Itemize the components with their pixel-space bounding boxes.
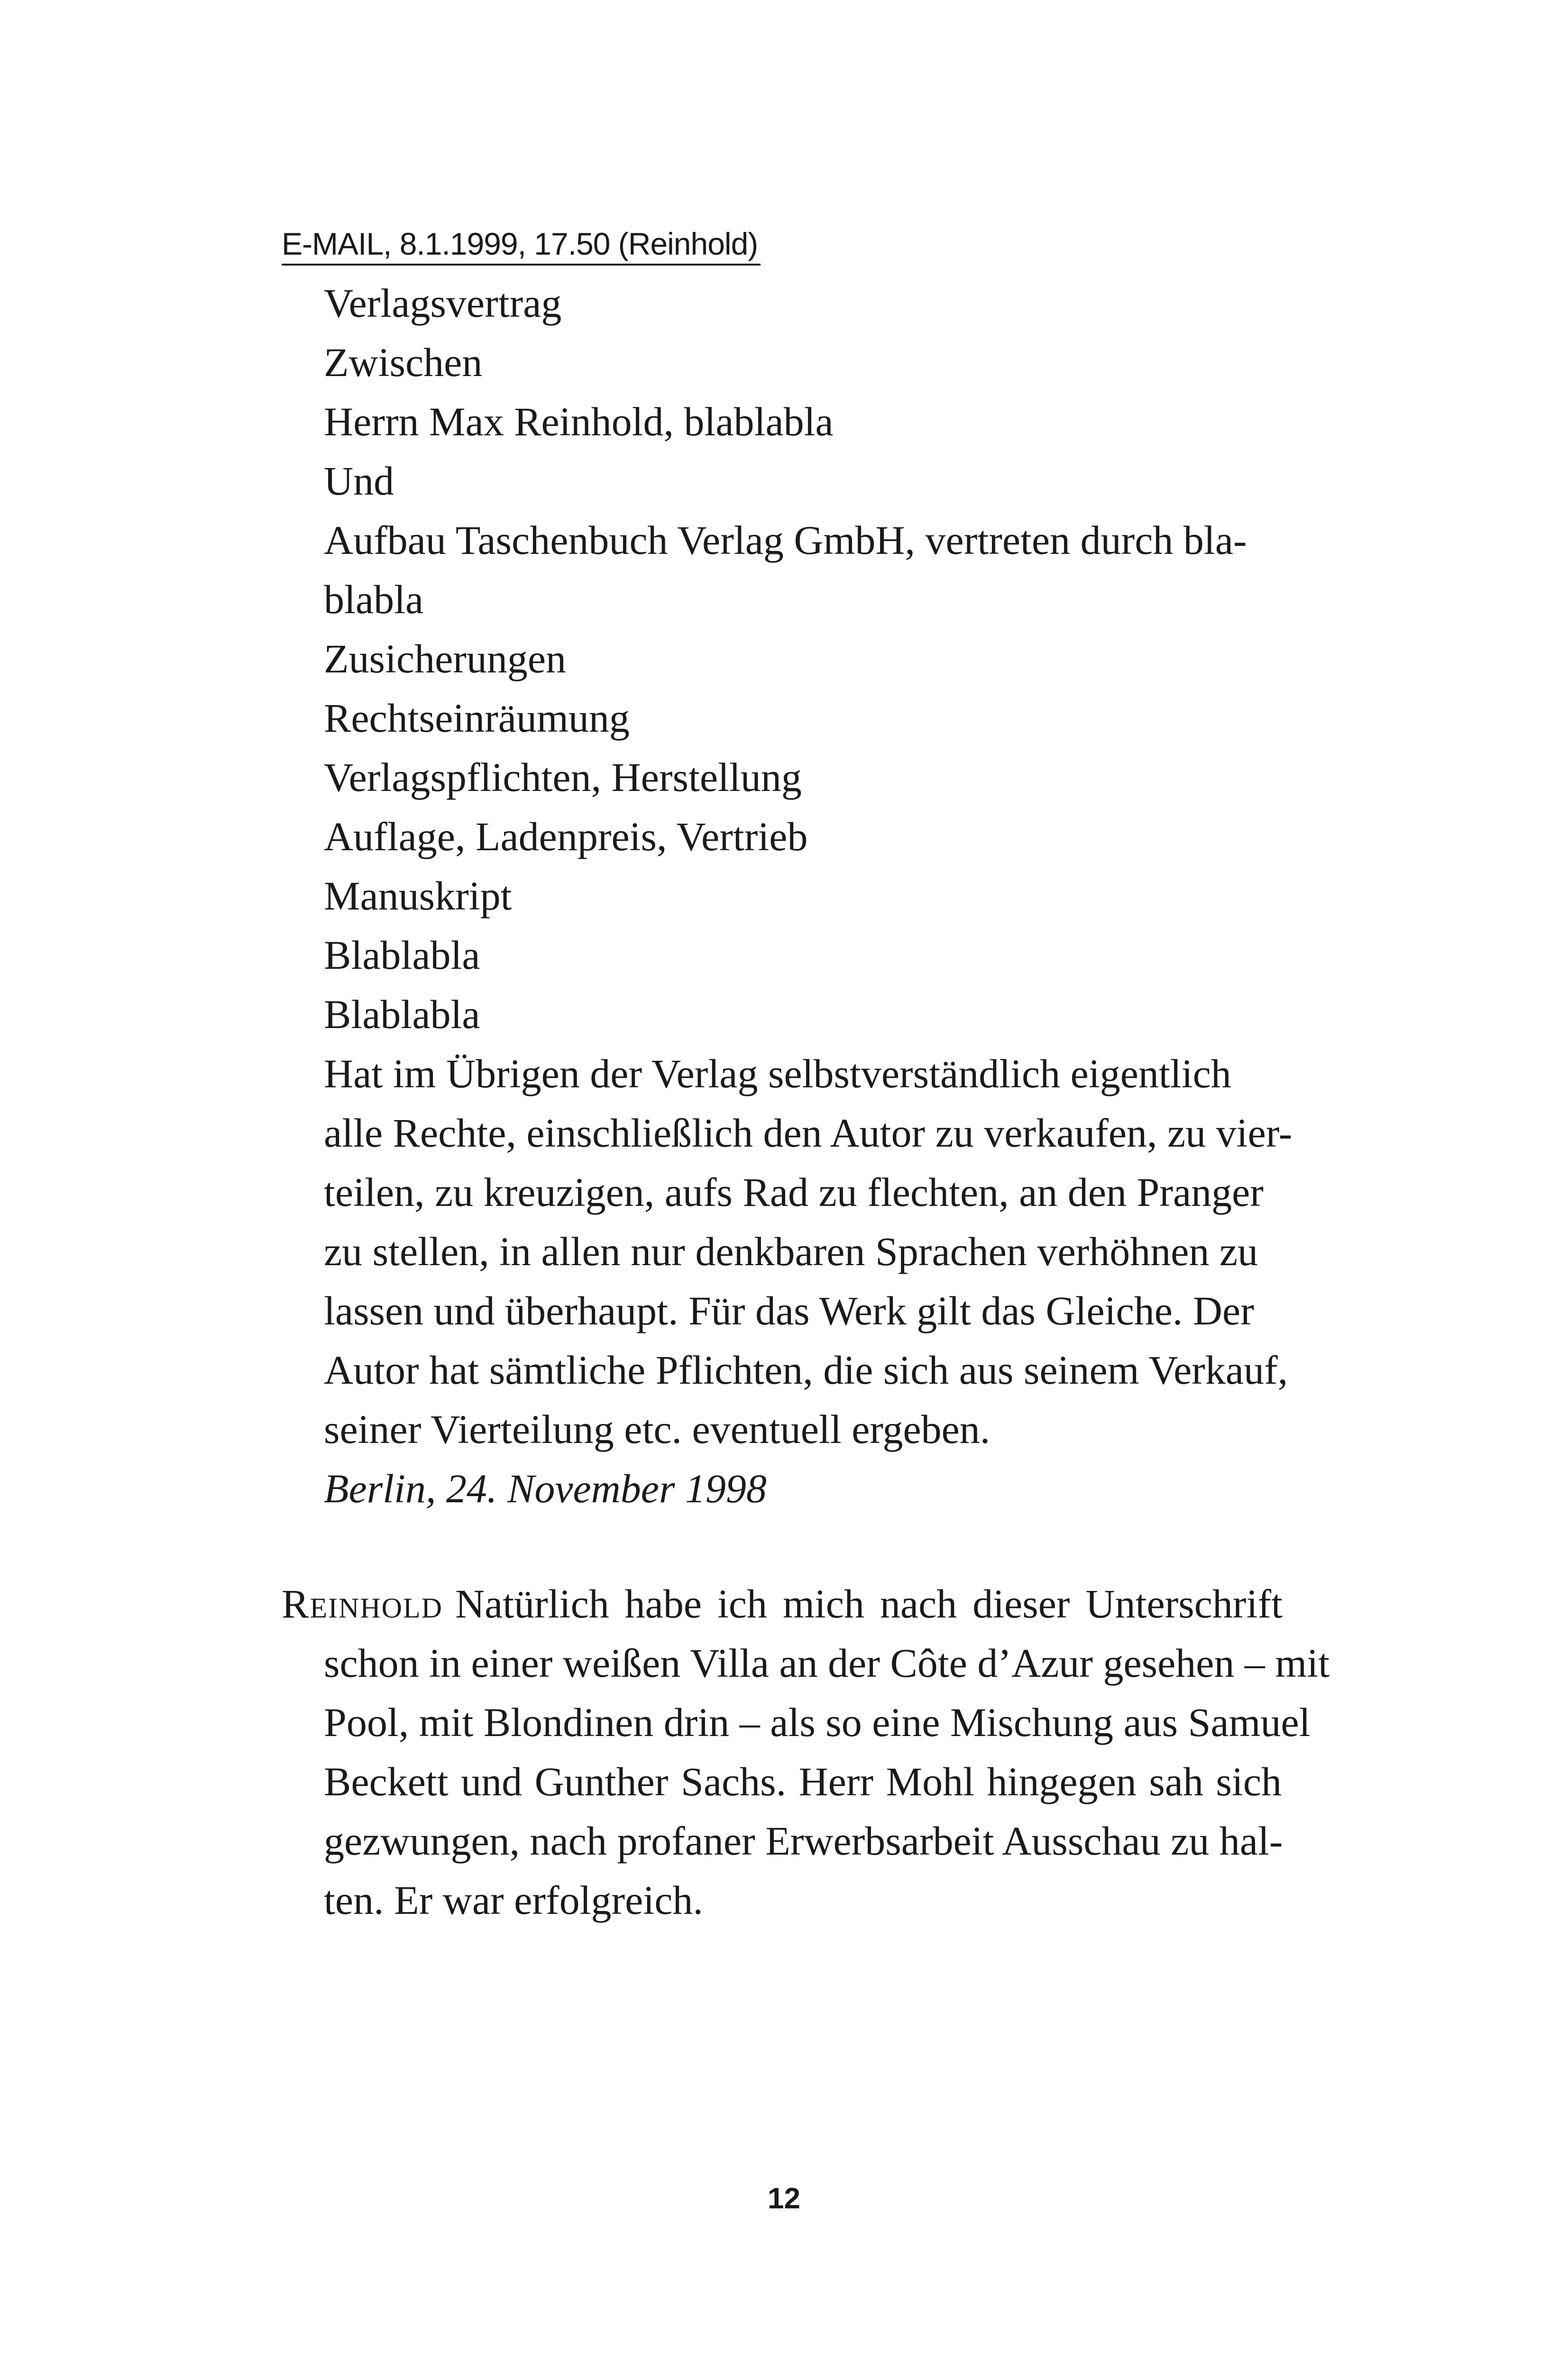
contract-line: Autor hat sämtliche Pflichten, die sich aus seinem Verkauf, bbox=[324, 1347, 1288, 1393]
dialogue-line: gezwungen, nach profaner Erwerbsarbeit Ausschau zu hal- bbox=[324, 1818, 1283, 1864]
dialogue-line: ten. Er war erfolgreich. bbox=[324, 1877, 703, 1923]
contract-line: alle Rechte, einschließlich den Autor zu verkaufen, zu vier- bbox=[324, 1110, 1293, 1156]
dialogue-line: Pool, mit Blondinen drin – als so eine Mischung aus Samuel bbox=[324, 1700, 1311, 1745]
dialogue-first-line-inner bbox=[282, 1574, 1283, 1634]
contract-line: blabla bbox=[324, 577, 424, 622]
contract-line: zu stellen, in allen nur denkbaren Sprachen verhöhnen zu bbox=[324, 1229, 1258, 1274]
contract-line: Zwischen bbox=[324, 340, 483, 385]
contract-line: Herrn Max Reinhold, blablabla bbox=[324, 399, 834, 444]
dialogue-line: Natürlich habe ich mich nach dieser Unterschrift bbox=[455, 1581, 1283, 1627]
contract-line: Verlagspflichten, Herstellung bbox=[324, 754, 802, 800]
dialogue-paragraph bbox=[282, 1574, 1330, 1930]
contract-line: Blablabla bbox=[324, 992, 480, 1037]
dialogue-first-line bbox=[282, 1574, 1283, 1634]
contract-line: Zusicherungen bbox=[324, 636, 567, 681]
dialogue-line: Beckett und Gunther Sachs. Herr Mohl hingegen sah sich bbox=[324, 1759, 1282, 1804]
contract-line: Auflage, Ladenpreis, Vertrieb bbox=[324, 814, 808, 859]
contract-line: Verlagsvertrag bbox=[324, 280, 562, 326]
contract-line: Hat im Übrigen der Verlag selbstverständlich eigentlich bbox=[324, 1051, 1231, 1096]
contract-line: teilen, zu kreuzigen, aufs Rad zu flechten, an den Pranger bbox=[324, 1169, 1264, 1215]
contract-line: seiner Vierteilung etc. eventuell ergeben. bbox=[324, 1406, 990, 1452]
speaker-name: Reinhold bbox=[282, 1581, 443, 1627]
contract-line: Blablabla bbox=[324, 932, 480, 978]
contract-line: Manuskript bbox=[324, 873, 512, 919]
contract-line: Und bbox=[324, 458, 394, 504]
contract-line: lassen und überhaupt. Für das Werk gilt das Gleiche. Der bbox=[324, 1288, 1254, 1333]
contract-text bbox=[324, 274, 1320, 1518]
contract-line: Rechtseinräumung bbox=[324, 695, 630, 741]
dialogue-line: schon in einer weißen Villa an der Côte d’Azur gesehen – mit bbox=[324, 1640, 1330, 1686]
page-number: 12 bbox=[768, 2182, 800, 2215]
email-header: E-MAIL, 8.1.1999, 17.50 (Reinhold) bbox=[282, 224, 761, 266]
contract-line: Aufbau Taschenbuch Verlag GmbH, vertreten durch bla- bbox=[324, 517, 1247, 563]
contract-signature-line: Berlin, 24. November 1998 bbox=[324, 1466, 767, 1511]
